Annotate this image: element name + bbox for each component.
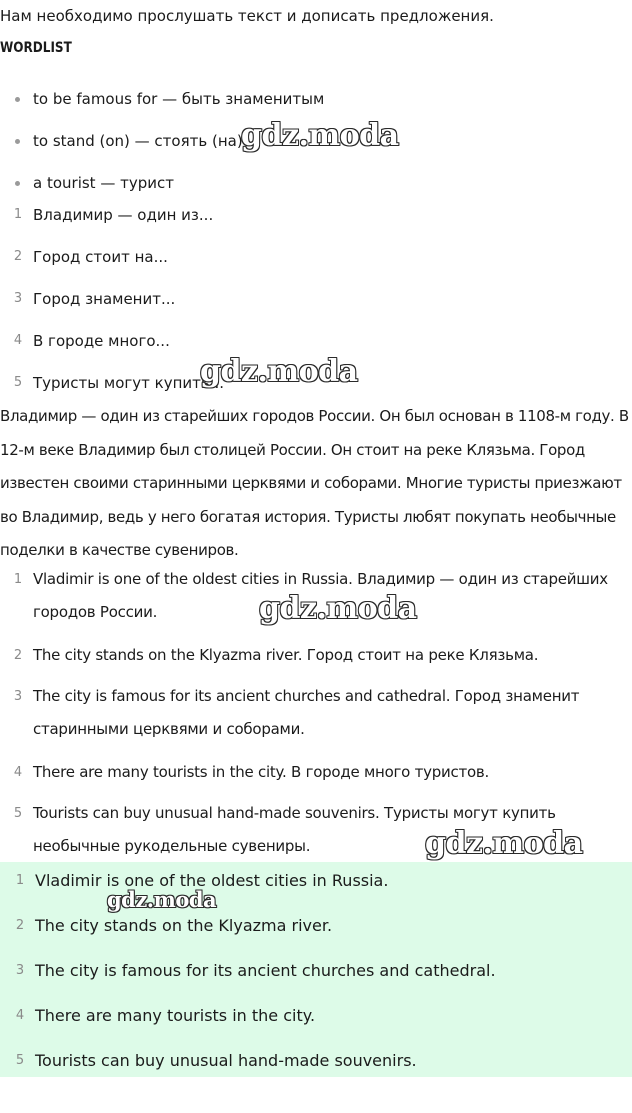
answer-text: The city is famous for its ancient churches and cathedral. Город знаменит старинными церквями и соборами. [33, 687, 580, 738]
prompt-text: Туристы могут купить... [33, 374, 225, 392]
list-number: 3 [15, 963, 25, 978]
list-number: 4 [13, 333, 23, 348]
watermark-logo: gdz.moda [259, 591, 417, 626]
answer-text: The city stands on the Klyazma river. Город стоит на реке Клязьма. [33, 646, 539, 664]
final-answer-item [0, 869, 632, 893]
wordlist-item-text: to stand (on) — стоять (на) [33, 132, 243, 150]
wordlist-item [0, 88, 632, 110]
watermark-logo: gdz.moda [107, 887, 217, 912]
list-number: 4 [13, 765, 23, 780]
wordlist-heading: WORDLIST [0, 40, 72, 56]
final-answer-text: The city is famous for its ancient churches and cathedral. [35, 961, 496, 980]
answer-text: There are many tourists in the city. В городе много туристов. [33, 763, 490, 781]
prompt-item [0, 204, 632, 226]
bullet-icon [15, 139, 20, 144]
list-number: 5 [13, 806, 23, 821]
list-number: 5 [15, 1053, 25, 1068]
final-answer-text: There are many tourists in the city. [35, 1006, 316, 1025]
final-answer-text: Vladimir is one of the oldest cities in Russia. [35, 871, 389, 890]
bullet-icon [15, 97, 20, 102]
list-number: 2 [13, 648, 23, 663]
prompt-text: Владимир — один из... [33, 206, 214, 224]
watermark-logo: gdz.moda [425, 826, 583, 861]
listening-text: Владимир — один из старейших городов России. Он был основан в 1108-м году. В 12-м веке Владимир был столицей России. Он стоит на реке Клязьма. Город известен своими старинными церквями и соборами. Многие туристы приезжают во Владимир, ведь у него богатая история. Туристы любят покупать необычные поделки в качестве сувениров. [0, 407, 629, 560]
list-number: 5 [13, 375, 23, 390]
prompt-text: Город знаменит... [33, 290, 176, 308]
list-number: 1 [13, 572, 23, 587]
bullet-icon [15, 181, 20, 186]
prompt-item [0, 246, 632, 268]
prompt-item [0, 330, 632, 352]
list-number: 4 [15, 1008, 25, 1023]
wordlist-item-text: to be famous for — быть знаменитым [33, 90, 325, 108]
final-answer-text: The city stands on the Klyazma river. [35, 916, 333, 935]
wordlist-item [0, 172, 632, 194]
final-answer-text: Tourists can buy unusual hand-made souvenirs. [35, 1051, 417, 1070]
answer-text: Vladimir is one of the oldest cities in Russia. Владимир — один из старейших городов России. [33, 570, 608, 621]
answer-text: Tourists can buy unusual hand-made souvenirs. Туристы могут купить необычные рукодельные сувениры. [33, 804, 556, 855]
final-answer-item [0, 1049, 632, 1073]
list-number: 2 [13, 249, 23, 264]
list-number: 3 [13, 689, 23, 704]
list-number: 2 [15, 918, 25, 933]
prompt-text: В городе много... [33, 332, 170, 350]
final-answer-item [0, 914, 632, 938]
watermark-logo: gdz.moda [200, 354, 358, 389]
list-number: 1 [13, 207, 23, 222]
watermark-logo: gdz.moda [241, 118, 399, 153]
list-number: 1 [15, 873, 25, 888]
prompt-item [0, 288, 632, 310]
list-number: 3 [13, 291, 23, 306]
task-instruction: Нам необходимо прослушать текст и дописать предложения. [0, 7, 494, 25]
prompt-text: Город стоит на... [33, 248, 168, 266]
wordlist-item-text: a tourist — турист [33, 174, 174, 192]
final-answer-item [0, 1004, 632, 1028]
final-answer-item [0, 959, 632, 983]
